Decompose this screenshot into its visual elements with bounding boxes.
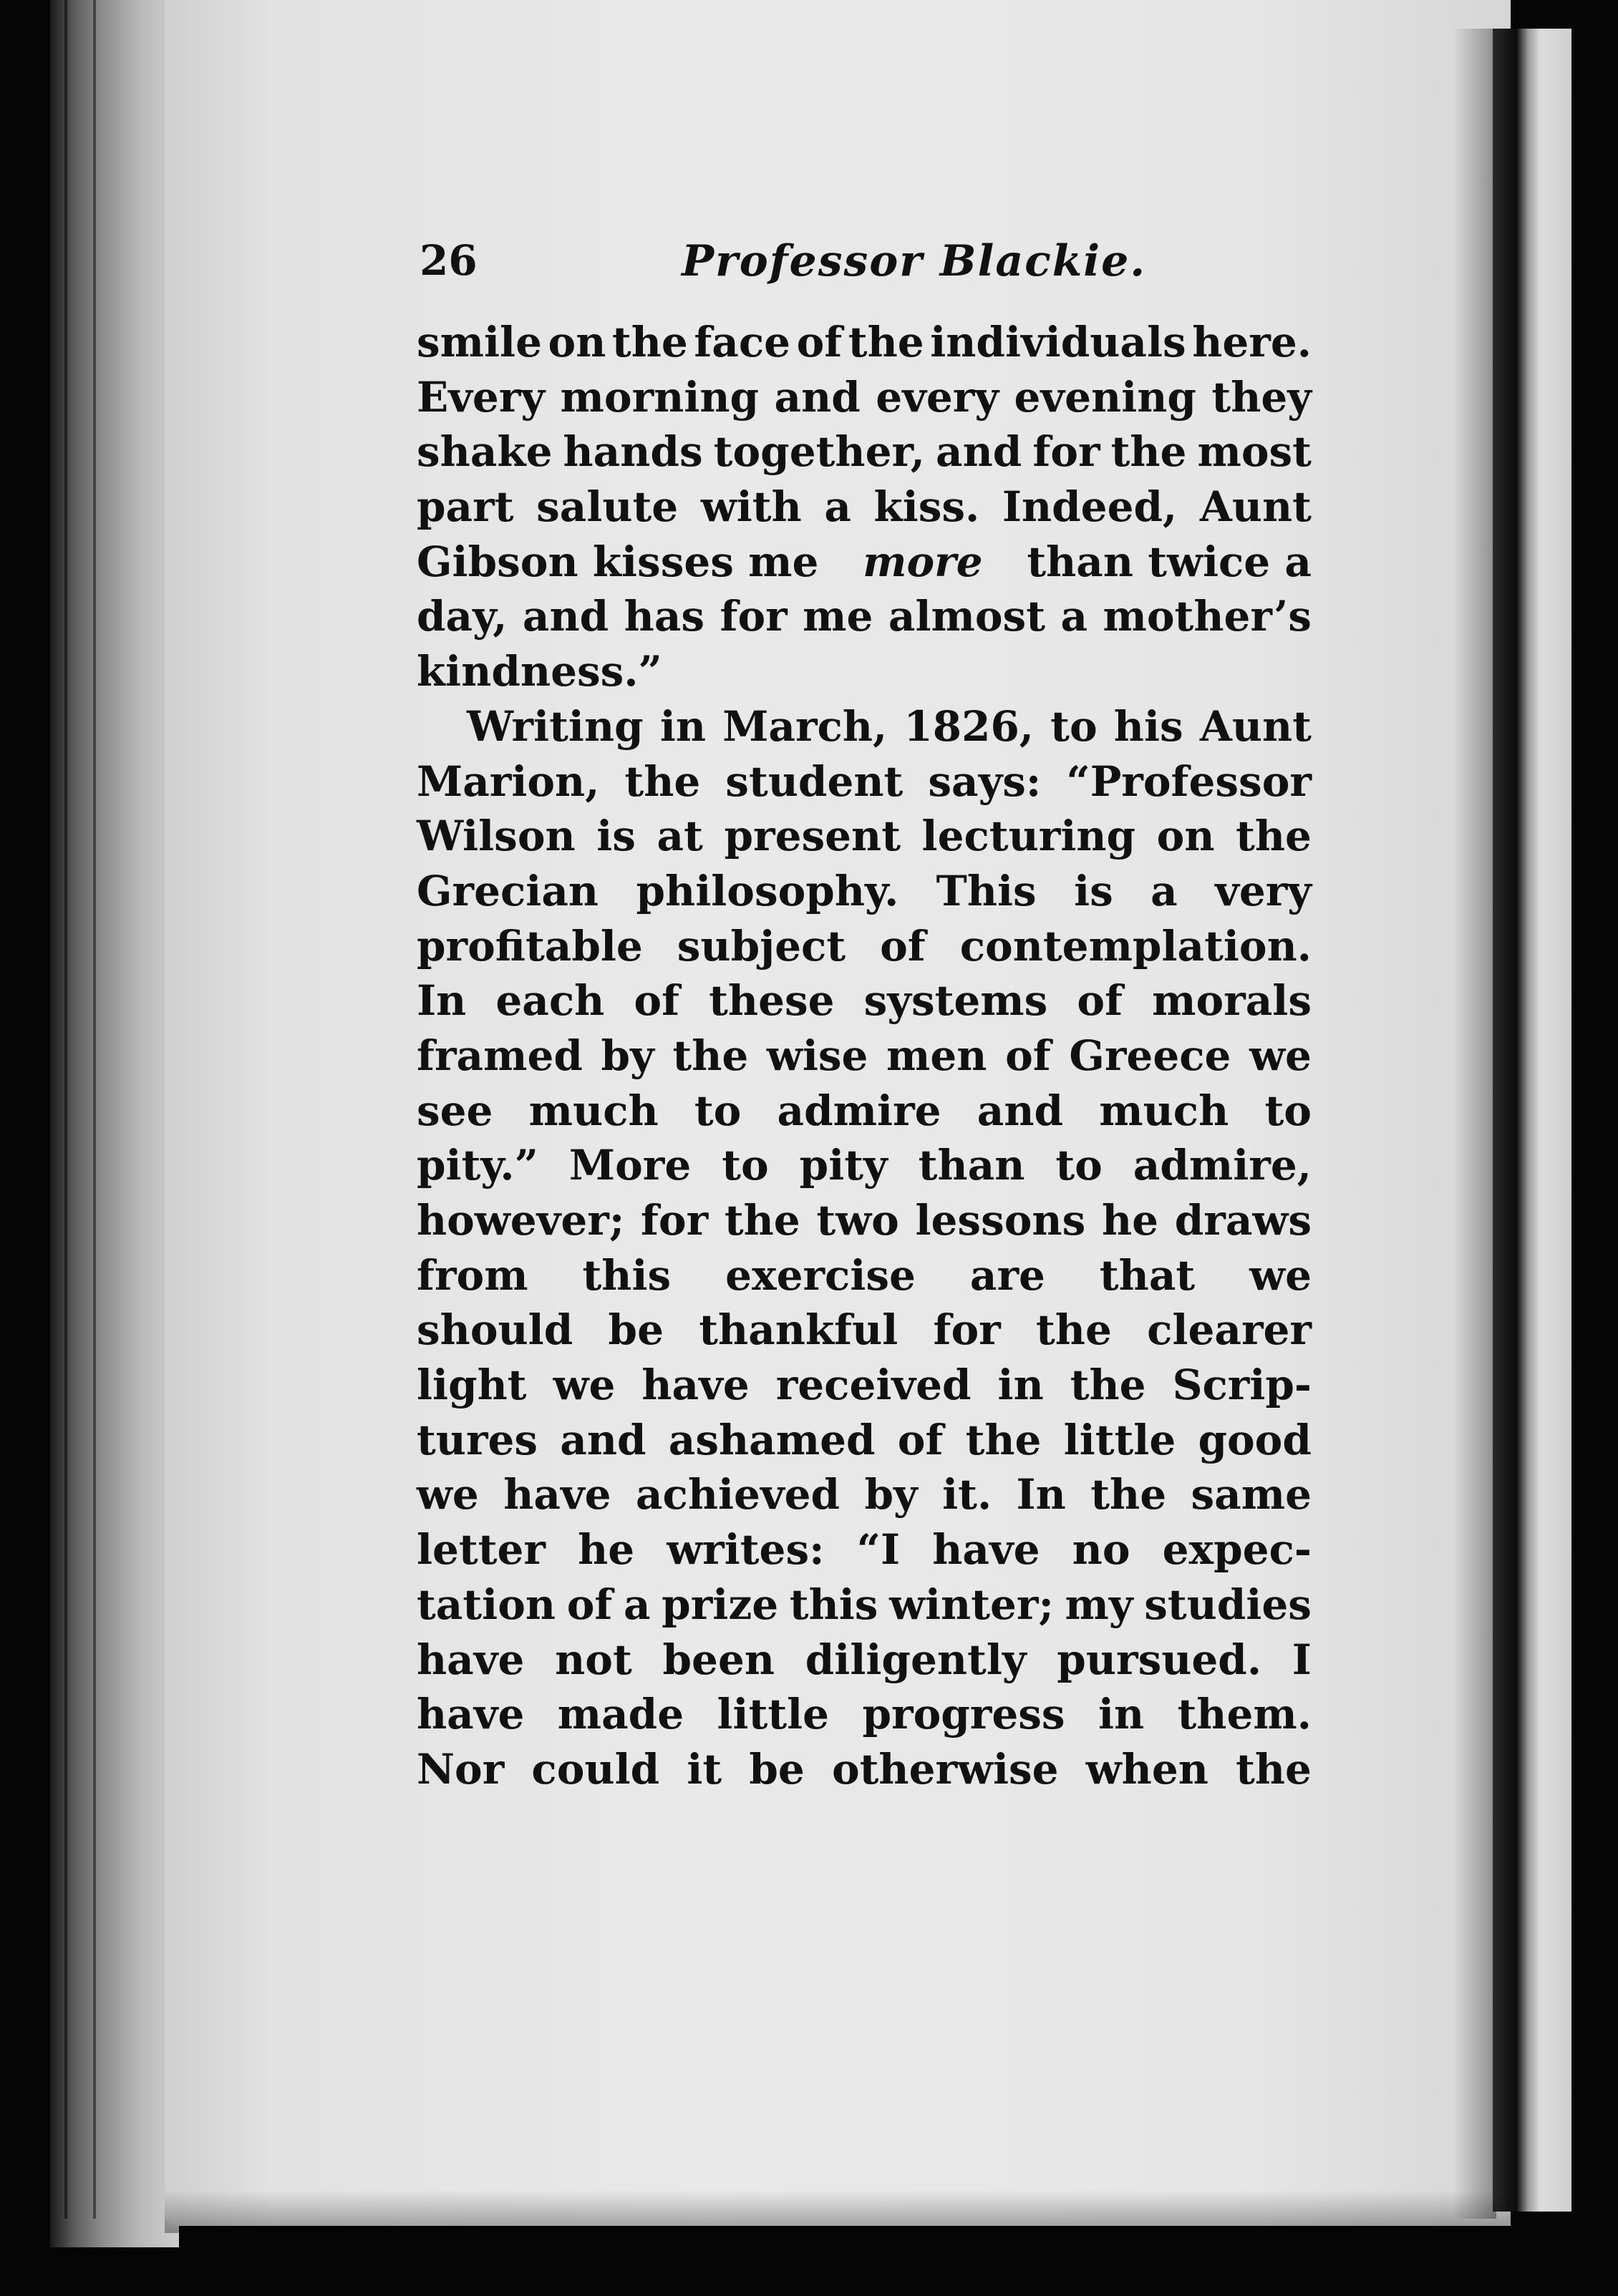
word: the bbox=[672, 1031, 749, 1080]
running-title: Professor Blackie. bbox=[682, 236, 1147, 286]
word: every bbox=[876, 372, 999, 422]
word: be bbox=[608, 1305, 664, 1355]
word: have bbox=[641, 1361, 750, 1410]
word: Marion, bbox=[417, 757, 600, 806]
word: clearer bbox=[1147, 1305, 1312, 1355]
word: in bbox=[659, 701, 707, 751]
word: admire bbox=[777, 1086, 941, 1135]
word: not bbox=[555, 1635, 632, 1684]
text-line bbox=[417, 480, 1312, 535]
word: for bbox=[1032, 427, 1100, 477]
text-line bbox=[417, 315, 1312, 370]
text-line: kindness.” bbox=[417, 647, 662, 696]
word: me bbox=[803, 592, 873, 641]
word: much bbox=[528, 1086, 659, 1135]
text-line bbox=[417, 1193, 1312, 1248]
word: we bbox=[417, 1470, 479, 1519]
word: profitable bbox=[417, 921, 643, 971]
word: salute bbox=[536, 482, 679, 532]
word: says: bbox=[928, 757, 1042, 806]
word: of bbox=[897, 1415, 944, 1464]
word: them. bbox=[1177, 1690, 1312, 1739]
word: he bbox=[1101, 1196, 1159, 1245]
next-page-edge bbox=[1493, 29, 1571, 2212]
word: day, bbox=[417, 592, 508, 641]
word: Wilson bbox=[417, 812, 576, 861]
word: no bbox=[1072, 1525, 1130, 1575]
text-line bbox=[417, 1687, 1312, 1742]
word: face bbox=[694, 318, 791, 366]
word: in bbox=[997, 1361, 1044, 1410]
text-line bbox=[417, 809, 1312, 864]
word: have bbox=[932, 1525, 1040, 1575]
word: student bbox=[725, 757, 904, 806]
word: my bbox=[1065, 1580, 1133, 1629]
word: been bbox=[662, 1635, 775, 1684]
word: could bbox=[531, 1744, 660, 1794]
word: to bbox=[1264, 1086, 1312, 1135]
word: letter bbox=[417, 1525, 546, 1575]
word: received bbox=[775, 1361, 972, 1410]
text-segment: Gibson kisses me bbox=[417, 537, 819, 586]
word: More bbox=[568, 1141, 692, 1190]
text-line bbox=[417, 1358, 1312, 1413]
text-line bbox=[417, 919, 1312, 974]
word: these bbox=[709, 976, 835, 1026]
word: “I bbox=[856, 1525, 901, 1575]
word: have bbox=[417, 1635, 525, 1684]
text-line bbox=[417, 699, 1312, 754]
word: for bbox=[933, 1305, 1001, 1355]
text-line bbox=[417, 1413, 1312, 1468]
word: the bbox=[848, 318, 924, 366]
word: pursued. bbox=[1057, 1635, 1262, 1684]
word: of bbox=[1077, 976, 1123, 1026]
text-line bbox=[417, 424, 1312, 480]
word: expec- bbox=[1162, 1525, 1312, 1575]
text-line bbox=[417, 1138, 1312, 1193]
page-bottom-shadow bbox=[165, 2190, 1511, 2233]
word: have bbox=[503, 1470, 611, 1519]
word: here. bbox=[1192, 318, 1312, 366]
word: the bbox=[1070, 1361, 1146, 1410]
word: diligently bbox=[805, 1635, 1027, 1684]
word: a bbox=[623, 1580, 651, 1629]
word: to bbox=[722, 1141, 769, 1190]
word: In bbox=[1016, 1470, 1066, 1519]
word: Aunt bbox=[1199, 482, 1312, 532]
word: made bbox=[557, 1690, 684, 1739]
text-line bbox=[417, 1303, 1312, 1358]
word: winter; bbox=[889, 1580, 1054, 1629]
word: This bbox=[936, 866, 1037, 915]
word: for bbox=[720, 592, 788, 641]
word: subject bbox=[677, 921, 846, 971]
word: hands bbox=[563, 427, 703, 477]
word: little bbox=[717, 1690, 830, 1739]
word: to bbox=[1050, 701, 1098, 751]
word: by bbox=[601, 1031, 654, 1080]
word: studies bbox=[1144, 1580, 1312, 1629]
word: his bbox=[1113, 701, 1183, 751]
word: of bbox=[796, 318, 843, 366]
word: together, bbox=[713, 427, 925, 477]
word: wise bbox=[766, 1031, 868, 1080]
word: pity.” bbox=[417, 1141, 538, 1190]
word: however; bbox=[417, 1196, 625, 1245]
word: the bbox=[1110, 427, 1187, 477]
word: Aunt bbox=[1199, 701, 1312, 751]
word: systems bbox=[863, 976, 1048, 1026]
word: see bbox=[417, 1086, 493, 1135]
word: on bbox=[1156, 812, 1215, 861]
word: light bbox=[417, 1361, 527, 1410]
word: Scrip- bbox=[1172, 1361, 1312, 1410]
word: Nor bbox=[417, 1744, 505, 1794]
italic-word: more bbox=[863, 537, 983, 586]
word: is bbox=[1074, 866, 1113, 915]
word: a bbox=[1150, 866, 1178, 915]
word: tation bbox=[417, 1580, 556, 1629]
word: each bbox=[495, 976, 605, 1026]
word: Grecian bbox=[417, 866, 599, 915]
word: by bbox=[864, 1470, 918, 1519]
word: morning bbox=[560, 372, 760, 422]
word: mother’s bbox=[1103, 592, 1312, 641]
word: admire, bbox=[1133, 1141, 1312, 1190]
word: we bbox=[1249, 1031, 1312, 1080]
word: at bbox=[657, 812, 703, 861]
word: they bbox=[1211, 372, 1312, 422]
text-line bbox=[417, 973, 1312, 1028]
word: smile bbox=[417, 318, 542, 366]
word: we bbox=[1249, 1250, 1312, 1300]
word: he bbox=[578, 1525, 635, 1575]
word: the bbox=[624, 757, 701, 806]
word: good bbox=[1198, 1415, 1312, 1464]
word: and bbox=[977, 1086, 1064, 1135]
word: with bbox=[700, 482, 802, 532]
word: in bbox=[1098, 1690, 1145, 1739]
word: March, bbox=[722, 701, 888, 751]
word: prize bbox=[662, 1580, 779, 1629]
text-line bbox=[417, 864, 1312, 919]
word: the bbox=[1236, 1744, 1312, 1794]
word: present bbox=[724, 812, 901, 861]
word: is bbox=[596, 812, 636, 861]
word: thankful bbox=[699, 1305, 898, 1355]
running-head bbox=[417, 236, 1312, 315]
word: when bbox=[1085, 1744, 1208, 1794]
word: little bbox=[1063, 1415, 1176, 1464]
word: individuals bbox=[930, 318, 1186, 366]
text-line bbox=[417, 1742, 1312, 1797]
word: part bbox=[417, 482, 514, 532]
word: of bbox=[1005, 1031, 1051, 1080]
word: exercise bbox=[725, 1250, 916, 1300]
word: be bbox=[749, 1744, 805, 1794]
word: lessons bbox=[915, 1196, 1086, 1245]
word: lecturing bbox=[921, 812, 1136, 861]
word: we bbox=[553, 1361, 616, 1410]
word: and bbox=[522, 592, 609, 641]
book-binding-edge bbox=[50, 0, 179, 2247]
word: have bbox=[417, 1690, 525, 1739]
page-gutter-shadow bbox=[1453, 29, 1496, 2219]
word: draws bbox=[1174, 1196, 1312, 1245]
word: Greece bbox=[1069, 1031, 1231, 1080]
binding-line bbox=[64, 0, 67, 2219]
word: this bbox=[789, 1580, 878, 1629]
word: the bbox=[1036, 1305, 1112, 1355]
word: should bbox=[417, 1305, 573, 1355]
word: on bbox=[548, 318, 606, 366]
binding-line bbox=[93, 0, 96, 2219]
word: morals bbox=[1152, 976, 1312, 1026]
text-segment: than twice a bbox=[1027, 537, 1312, 586]
word: pity bbox=[799, 1141, 888, 1190]
word: Every bbox=[417, 372, 546, 422]
word: 1826, bbox=[904, 701, 1034, 751]
word: same bbox=[1191, 1470, 1312, 1519]
word: In bbox=[417, 976, 467, 1026]
word: the bbox=[1090, 1470, 1167, 1519]
word: kiss. bbox=[873, 482, 980, 532]
text-line bbox=[417, 535, 1312, 590]
word: men bbox=[886, 1031, 987, 1080]
text-line bbox=[417, 589, 1312, 644]
text-line bbox=[417, 1028, 1312, 1084]
word: writes: bbox=[667, 1525, 825, 1575]
page-number: 26 bbox=[420, 236, 478, 285]
word: almost bbox=[888, 592, 1045, 641]
word: the bbox=[1236, 812, 1312, 861]
word: otherwise bbox=[831, 1744, 1059, 1794]
text-line bbox=[417, 1522, 1312, 1577]
word: achieved bbox=[635, 1470, 841, 1519]
word: of bbox=[566, 1580, 613, 1629]
word: a bbox=[1060, 592, 1088, 641]
text-line bbox=[417, 1577, 1312, 1633]
word: evening bbox=[1014, 372, 1196, 422]
word: contemplation. bbox=[959, 921, 1312, 971]
word: a bbox=[824, 482, 851, 532]
word: to bbox=[1055, 1141, 1103, 1190]
page-text bbox=[417, 236, 1312, 1797]
text-line bbox=[417, 1248, 1312, 1303]
word: for bbox=[640, 1196, 709, 1245]
word: of bbox=[634, 976, 680, 1026]
word: are bbox=[969, 1250, 1045, 1300]
word: the bbox=[724, 1196, 800, 1245]
word: and bbox=[936, 427, 1022, 477]
text-line bbox=[417, 370, 1312, 425]
word: shake bbox=[417, 427, 553, 477]
word: philosophy. bbox=[636, 866, 899, 915]
word: Writing bbox=[467, 701, 644, 751]
word: this bbox=[582, 1250, 672, 1300]
word: two bbox=[816, 1196, 899, 1245]
word: the bbox=[965, 1415, 1042, 1464]
word: I bbox=[1292, 1635, 1312, 1684]
word: progress bbox=[862, 1690, 1065, 1739]
word: from bbox=[417, 1250, 528, 1300]
word: ashamed bbox=[668, 1415, 876, 1464]
word: to bbox=[694, 1086, 742, 1135]
word: has bbox=[624, 592, 705, 641]
word: it. bbox=[942, 1470, 992, 1519]
word: and bbox=[774, 372, 861, 422]
word: framed bbox=[417, 1031, 583, 1080]
word: and bbox=[560, 1415, 646, 1464]
text-line bbox=[417, 754, 1312, 809]
text-line bbox=[417, 1633, 1312, 1688]
word: it bbox=[687, 1744, 722, 1794]
word: very bbox=[1215, 866, 1312, 915]
word: than bbox=[918, 1141, 1025, 1190]
word: most bbox=[1197, 427, 1312, 477]
word: much bbox=[1099, 1086, 1229, 1135]
word: of bbox=[880, 921, 926, 971]
text-line bbox=[417, 1467, 1312, 1522]
word: Indeed, bbox=[1002, 482, 1178, 532]
word: the bbox=[611, 318, 688, 366]
text-line bbox=[417, 1084, 1312, 1139]
word: that bbox=[1099, 1250, 1196, 1300]
word: “Professor bbox=[1066, 757, 1312, 806]
word: tures bbox=[417, 1415, 538, 1464]
